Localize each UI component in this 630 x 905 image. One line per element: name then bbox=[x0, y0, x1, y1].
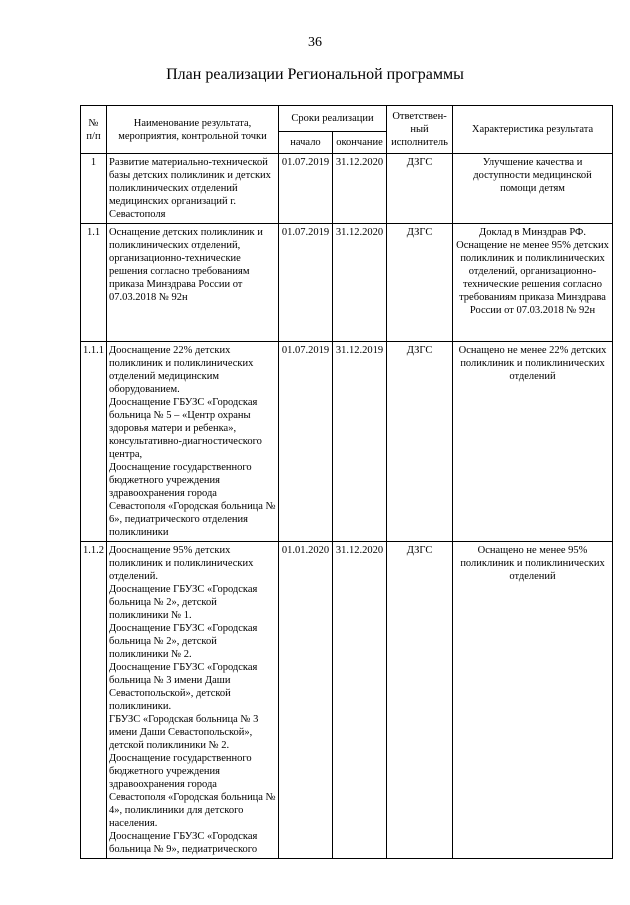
row-name-text: Дооснащение 95% детских поликлиник и поликлинических отделений. Дооснащение ГБУЗС «Городская больница № 2», детской поликлиники № 1. Дооснащение ГБУЗС «Городская больница № 2», детской поликлиники № 2. Дооснащение ГБУЗС «Городская больница № 3 имени Даши Севастопольской», детской поликлиники. ГБУЗС «Городская больница № 3 имени Даши Севастопольской», детской поликлиники № 2. Дооснащение государственного бюджетного учреждения здравоохранения города Севастополя «Городская больница № 4», поликлиники для детского населения. Дооснащение ГБУЗС «Городская больница № 9», педиатрического bbox=[109, 545, 276, 855]
row-executor: ДЗГС bbox=[387, 542, 453, 859]
row-name: Оснащение детских поликлиник и поликлинических отделений, организационно-технические решения согласно требованиям приказа Минздрава России от 07.03.2018 № 92н bbox=[107, 224, 279, 342]
header-executor: Ответствен-ный исполнитель bbox=[387, 106, 453, 154]
row-num: 1 bbox=[81, 154, 107, 224]
header-characteristic: Характеристика результата bbox=[453, 106, 613, 154]
plan-table bbox=[80, 105, 613, 859]
row-name bbox=[107, 342, 279, 542]
header-start: начало bbox=[279, 132, 333, 154]
row-name-text: Дооснащение 22% детских поликлиник и поликлинических отделений медицинским оборудованием. Дооснащение ГБУЗС «Городская больница № 5 – «Центр охраны здоровья матери и ребенка», консультативно-диагностического центра, Дооснащение государственного бюджетного учреждения здравоохранения города Севастополя «Городская больница № 6», педиатрического отделения поликлиники bbox=[109, 345, 276, 538]
table-row bbox=[81, 154, 613, 224]
row-start: 01.01.2020 bbox=[279, 542, 333, 859]
row-name bbox=[107, 542, 279, 859]
row-end: 31.12.2020 bbox=[333, 224, 387, 342]
row-start: 01.07.2019 bbox=[279, 224, 333, 342]
page-title: План реализации Региональной программы bbox=[166, 66, 464, 83]
row-start: 01.07.2019 bbox=[279, 154, 333, 224]
row-end: 31.12.2020 bbox=[333, 154, 387, 224]
row-result: Улучшение качества и доступности медицинской помощи детям bbox=[453, 154, 613, 224]
row-executor: ДЗГС bbox=[387, 154, 453, 224]
row-name: Развитие материально-технической базы детских поликлиник и детских поликлинических отделений медицинских организаций г. Севастополя bbox=[107, 154, 279, 224]
row-executor: ДЗГС bbox=[387, 342, 453, 542]
row-end: 31.12.2020 bbox=[333, 542, 387, 859]
header-period: Сроки реализации bbox=[279, 106, 387, 132]
row-result: Доклад в Минздрав РФ. Оснащение не менее 95% детских поликлиник и поликлинических отделений, организационно-технические решения согласно требованиям приказа Минздрава России от 07.03.2018 № 92н bbox=[453, 224, 613, 342]
header-num: № п/п bbox=[81, 106, 107, 154]
header-end: окончание bbox=[333, 132, 387, 154]
row-num: 1.1 bbox=[81, 224, 107, 342]
row-result: Оснащено не менее 22% детских поликлиник и поликлинических отделений bbox=[453, 342, 613, 542]
table-row bbox=[81, 342, 613, 542]
row-executor: ДЗГС bbox=[387, 224, 453, 342]
row-num: 1.1.2 bbox=[81, 542, 107, 859]
header-name: Наименование результата, мероприятия, контрольной точки bbox=[107, 106, 279, 154]
row-end: 31.12.2019 bbox=[333, 342, 387, 542]
page-number: 36 bbox=[308, 35, 322, 50]
table-row bbox=[81, 224, 613, 342]
row-start: 01.07.2019 bbox=[279, 342, 333, 542]
table-row bbox=[81, 542, 613, 859]
row-result: Оснащено не менее 95% поликлиник и поликлинических отделений bbox=[453, 542, 613, 859]
row-num: 1.1.1 bbox=[81, 342, 107, 542]
